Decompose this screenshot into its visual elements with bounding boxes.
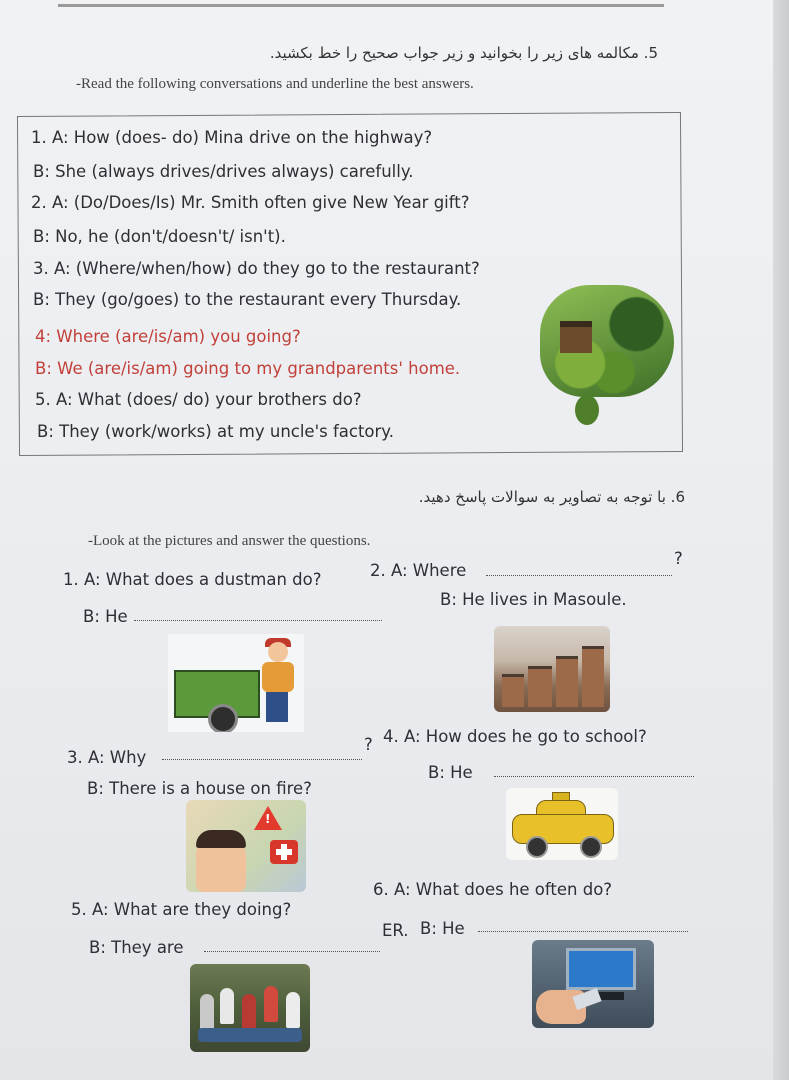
head-icon xyxy=(268,642,288,662)
question-3-mark: ? xyxy=(364,735,373,754)
person-icon xyxy=(220,988,234,1024)
section6-persian-heading: 6. با توجه به تصاویر به سوالات پاسخ دهید. xyxy=(418,488,685,506)
dustman-cart-image xyxy=(168,634,304,732)
hair-icon xyxy=(196,830,246,848)
question-6: 6. A: What does he often do? xyxy=(373,880,613,899)
forest-image-tail xyxy=(575,395,599,425)
vest-icon xyxy=(262,662,294,692)
section6-english-heading: -Look at the pictures and answer the questions. xyxy=(88,533,371,549)
atm-screen-icon xyxy=(566,948,636,990)
conversation-line: 1. A: How (does- do) Mina drive on the highway? xyxy=(31,128,433,147)
wheel-icon xyxy=(208,704,238,732)
stretcher-icon xyxy=(198,1028,302,1042)
first-aid-icon xyxy=(270,840,298,864)
conversation-line: 5. A: What (does/ do) your brothers do? xyxy=(35,390,362,409)
question-5: 5. A: What are they doing? xyxy=(71,900,292,919)
conversation-line: B: They (work/works) at my uncle's factory. xyxy=(37,422,394,441)
question-4: 4. A: How does he go to school? xyxy=(383,727,647,746)
wheel-icon xyxy=(526,836,548,858)
house-icon xyxy=(502,674,524,707)
answer-blank[interactable] xyxy=(134,606,382,621)
answer-blank[interactable] xyxy=(162,745,362,760)
page-edge xyxy=(773,0,789,1080)
question-2: 2. A: Where xyxy=(370,561,467,580)
person-icon xyxy=(264,986,278,1022)
house-icon xyxy=(556,656,578,707)
masouleh-village-image xyxy=(494,626,610,712)
conversation-line: B: No, he (don't/doesn't/ isn't). xyxy=(33,227,286,246)
legs-icon xyxy=(266,692,288,722)
hut-icon xyxy=(560,321,592,353)
answer-1-label: B: He xyxy=(83,607,128,626)
section5-english-heading: -Read the following conversations and underline the best answers. xyxy=(76,76,474,92)
answer-blank[interactable] xyxy=(478,917,688,932)
question-3: 3. A: Why xyxy=(67,748,147,767)
rescue-team-image xyxy=(190,964,310,1052)
wheel-icon xyxy=(580,836,602,858)
house-icon xyxy=(528,666,552,707)
conversation-line: B: She (always drives/drives always) carefully. xyxy=(33,162,414,181)
answer-6-label: B: He xyxy=(420,919,465,938)
question-2-mark: ? xyxy=(674,549,683,568)
atm-machine-image xyxy=(532,940,654,1028)
answer-3: B: There is a house on fire? xyxy=(87,779,312,798)
warning-icon: ! xyxy=(254,806,282,830)
answer-2: B: He lives in Masoule. xyxy=(440,590,627,609)
top-rule xyxy=(58,4,664,7)
conversation-line: 2. A: (Do/Does/Is) Mr. Smith often give New Year gift? xyxy=(31,193,470,212)
conversation-line: 3. A: (Where/when/how) do they go to the restaurant? xyxy=(33,259,480,278)
person-icon xyxy=(200,994,214,1030)
taxi-image xyxy=(506,788,618,860)
conversation-line: B: They (go/goes) to the restaurant every Thursday. xyxy=(33,290,462,309)
conversation-line-red: B: We (are/is/am) going to my grandparents' home. xyxy=(35,359,461,378)
person-icon xyxy=(242,994,256,1030)
answer-5-suffix: ER. xyxy=(382,921,409,940)
question-1: 1. A: What does a dustman do? xyxy=(63,570,322,589)
answer-blank[interactable] xyxy=(486,561,672,576)
answer-5-label: B: They are xyxy=(89,938,184,957)
answer-blank[interactable] xyxy=(204,937,380,952)
house-icon xyxy=(582,646,604,707)
fire-emergency-image xyxy=(186,800,306,892)
answer-blank[interactable] xyxy=(494,762,694,777)
forest-village-image xyxy=(540,285,674,397)
answer-4-label: B: He xyxy=(428,763,473,782)
person-icon xyxy=(286,992,300,1028)
section5-persian-heading: 5. مکالمه های زیر را بخوانید و زیر جواب صحیح را خط بکشید. xyxy=(269,44,658,62)
conversation-line-red: 4: Where (are/is/am) you going? xyxy=(35,327,301,346)
